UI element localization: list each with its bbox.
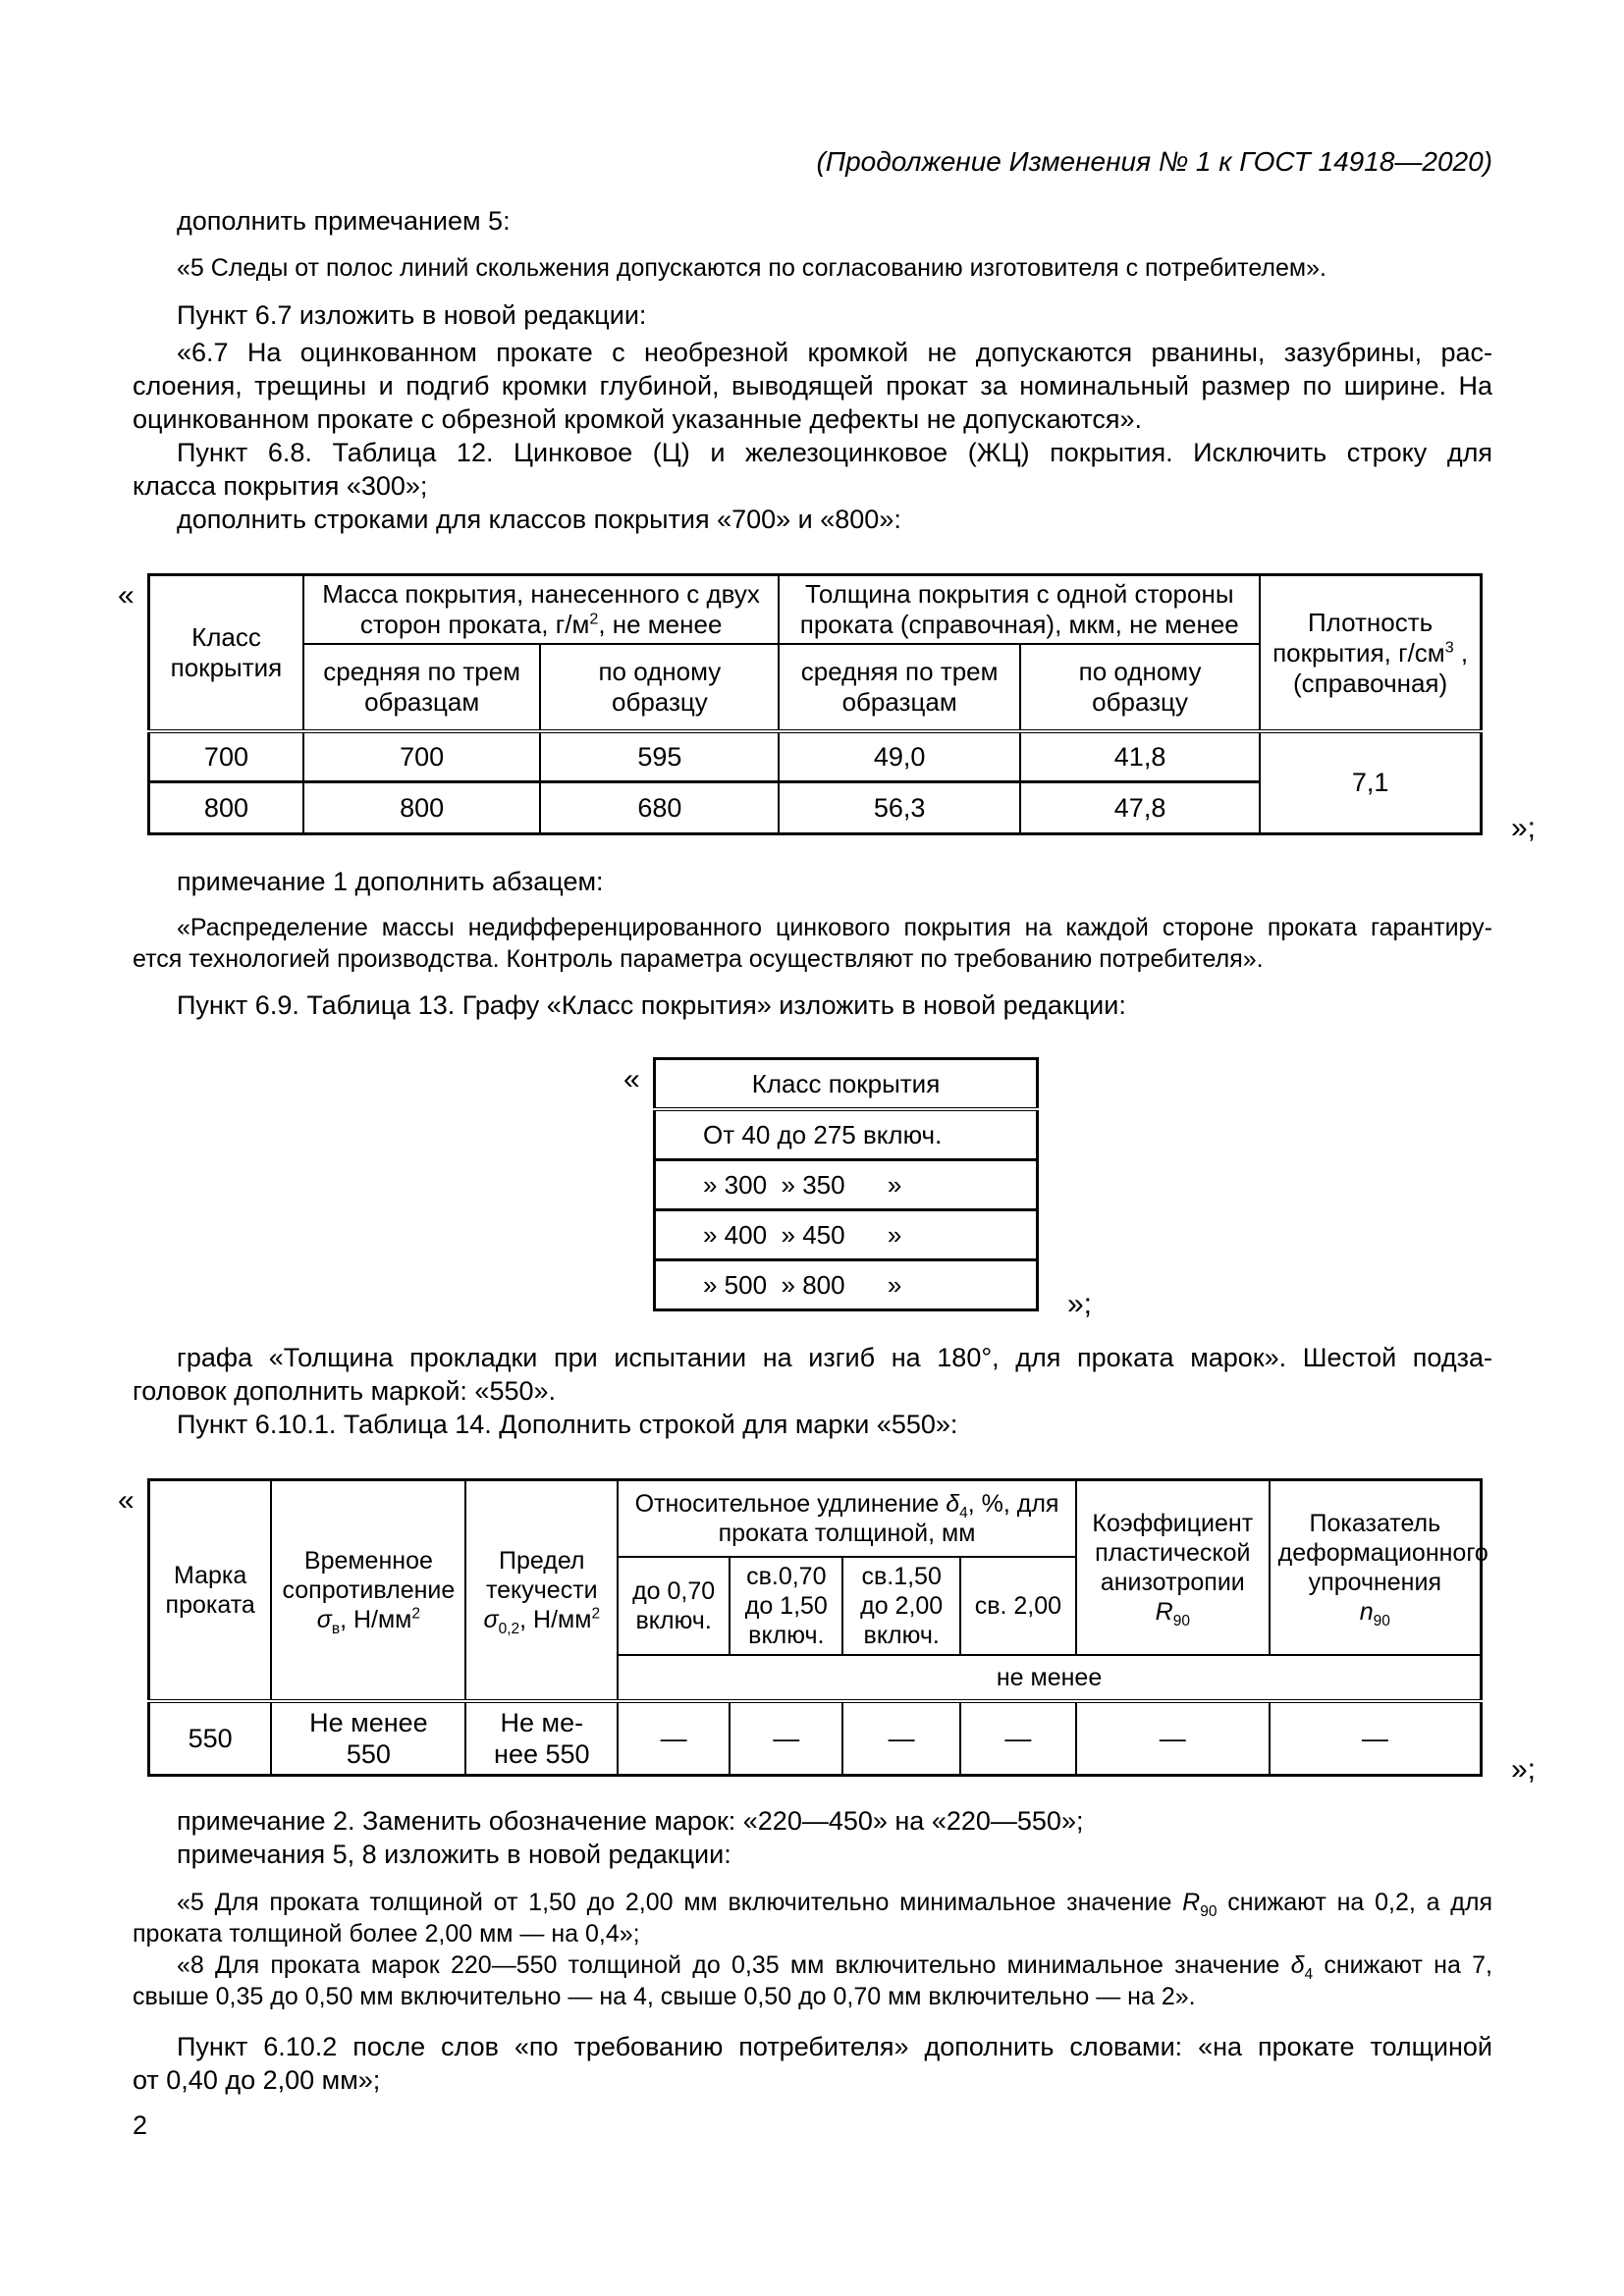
th-grade: Марка проката: [149, 1480, 272, 1702]
close-quote-mark: »;: [1510, 1753, 1536, 1786]
table-row: [655, 1109, 1038, 1160]
cell-class-range: » 400 » 450 »: [655, 1210, 1038, 1260]
line: «6.7 На оцинкованном прокате с необрезной кромкой не допускаются рванины, зазубрины, рас-: [177, 338, 1492, 367]
page-number: 2: [133, 2110, 148, 2140]
note-text: «5 Для проката толщиной от 1,50 до 2,00 мм включительно минимальное значение: [177, 1889, 1183, 1916]
subscript: в: [331, 1621, 341, 1637]
table-row: [655, 1260, 1038, 1310]
cell-text: 550: [346, 1739, 391, 1769]
paragraph-note2: примечание 2. Заменить обозначение марок: «220—450» на «220—550»;: [177, 1806, 1084, 1836]
page-content: [118, 145, 1536, 2141]
th-hardening: [1270, 1480, 1489, 1656]
th-tensile-strength: [271, 1480, 465, 1702]
subscript: 90: [1200, 1903, 1218, 1920]
paragraph-item-6-9: Пункт 6.9. Таблица 13. Графу «Класс покрытия» изложить в новой редакции:: [177, 990, 1126, 1020]
th-one-sample: по одному образцу: [540, 644, 779, 731]
cell-class: 800: [149, 782, 303, 834]
cell-mass-avg: 800: [303, 782, 541, 834]
close-quote-mark: »;: [1066, 1288, 1092, 1320]
th-density-text: Плотность покрытия, г/см: [1272, 607, 1445, 667]
th-thickness-1: до 0,70 включ.: [618, 1557, 730, 1655]
n90-symbol: $n_{90}$: [1359, 1598, 1390, 1629]
table-12-coating-classes: [147, 573, 1483, 835]
subscript: 4: [1304, 1966, 1314, 1983]
th-text: , Н/мм: [340, 1606, 412, 1633]
table-14-wrapper: [118, 1478, 1536, 1786]
open-quote-mark: «: [118, 579, 135, 612]
subscript: 90: [1172, 1613, 1190, 1629]
th-yield-strength: [465, 1480, 618, 1702]
paragraph-item-6-10-1: Пункт 6.10.1. Таблица 14. Дополнить строкой для марки «550»:: [177, 1410, 958, 1439]
table-12-wrapper: [118, 573, 1536, 844]
cell-dash: —: [960, 1701, 1076, 1776]
note-text: снижают на 0,2, а для: [1217, 1889, 1492, 1916]
paragraph-distribution: [133, 912, 1492, 975]
cell-mass-avg: 700: [303, 731, 541, 782]
th-text: , %, для проката толщиной, мм: [718, 1490, 1059, 1547]
paragraph-6-7-text: [133, 336, 1492, 436]
table-row: [149, 731, 1482, 782]
table-13-wrapper: [623, 1057, 1092, 1320]
line: ется технологией производства. Контроль параметра осуществляют по требованию потребителя».: [133, 945, 1264, 973]
th-text: Временное сопротивление: [282, 1547, 456, 1604]
paragraph-note1: примечание 1 дополнить абзацем:: [177, 867, 604, 896]
subscript: 0,2: [498, 1621, 520, 1637]
note-text: «8 Для проката марок 220—550 толщиной до 0,35 мм включительно минимальное значение: [177, 1951, 1291, 1979]
th-one-sample: по одному образцу: [1020, 644, 1260, 731]
cell-grade: 550: [149, 1701, 272, 1776]
sigma-symbol: σ: [316, 1606, 332, 1633]
line: свыше 0,35 до 0,50 мм включительно — на 4, свыше 0,50 до 0,70 мм включительно — на 2».: [133, 1983, 1196, 2010]
cell-dash: —: [1076, 1701, 1270, 1776]
superscript: 2: [591, 1605, 601, 1623]
th-thickness-3: св.1,50 до 2,00 включ.: [842, 1557, 959, 1655]
paragraph-item-6-7: Пункт 6.7 изложить в новой редакции:: [177, 300, 647, 330]
paragraph-add-note5: дополнить примечанием 5:: [177, 206, 511, 236]
line: [133, 1949, 1492, 1981]
line: проката толщиной более 2,00 мм — на 0,4»;: [133, 1920, 640, 1948]
th-text: Коэффициент пластической анизотропии: [1092, 1510, 1254, 1596]
open-quote-mark: «: [118, 1484, 135, 1517]
th-text: Относительное удлинение: [634, 1490, 947, 1518]
cell-yield: [465, 1701, 618, 1776]
paragraph-item-6-8: [133, 436, 1492, 503]
cell-dash: —: [618, 1701, 730, 1776]
subscript: 4: [959, 1505, 968, 1522]
line: графа «Толщина прокладки при испытании на изгиб на 180°, для проката марок». Шестой подза-: [177, 1343, 1492, 1372]
paragraph-bend-column: [133, 1341, 1492, 1408]
table-14-grade-550: [147, 1478, 1489, 1777]
th-mass-group: [303, 575, 779, 645]
cell-dash: —: [730, 1701, 842, 1776]
th-density: [1260, 575, 1481, 732]
note-8-text: [133, 1949, 1492, 2012]
th-text: Показатель деформационного упрочнения: [1277, 1510, 1489, 1596]
cell-class-range: » 500 » 800 »: [655, 1260, 1038, 1310]
line: класса покрытия «300»;: [133, 471, 428, 501]
th-mass-text: , не менее: [598, 610, 723, 639]
table-row: [655, 1160, 1038, 1210]
r90-symbol: $R_{90}$: [1155, 1598, 1190, 1629]
line: «Распределение массы недифференцированного цинкового покрытия на каждой стороне проката гарантиру-: [177, 914, 1492, 941]
line: оцинкованном прокате с обрезной кромкой указанные дефекты не допускаются».: [133, 404, 1143, 434]
th-not-less: не менее: [618, 1655, 1481, 1701]
close-quote-mark: »;: [1510, 812, 1536, 844]
paragraph-item-6-10-2: [133, 2030, 1492, 2097]
th-density-text: , (справочная): [1293, 637, 1469, 698]
th-thickness-2: св.0,70 до 1,50 включ.: [730, 1557, 842, 1655]
r-symbol: R: [1182, 1889, 1201, 1916]
th-anisotropy: [1076, 1480, 1270, 1656]
th-coating-class: Класс покрытия: [149, 575, 303, 732]
superscript: 3: [1444, 637, 1454, 656]
superscript: 2: [411, 1605, 420, 1623]
cell-thick-one: 41,8: [1020, 731, 1260, 782]
line: от 0,40 до 2,00 мм»;: [133, 2065, 381, 2095]
th-avg-three: средняя по трем образцам: [779, 644, 1020, 731]
th-text: Предел текучести: [485, 1547, 598, 1604]
open-quote-mark: «: [623, 1063, 640, 1095]
sigma-symbol: σ: [483, 1606, 499, 1633]
paragraph-notes-5-8: примечания 5, 8 изложить в новой редакции:: [177, 1840, 731, 1869]
cell-dash: —: [1270, 1701, 1482, 1776]
cell-text: нее 550: [494, 1739, 590, 1769]
note-5-text: [133, 1887, 1492, 1949]
line: слоения, трещины и подгиб кромки глубиной, выводящей прокат за номинальный размер по ширине. На: [133, 371, 1492, 400]
cell-dash: —: [842, 1701, 959, 1776]
cell-class: 700: [149, 731, 303, 782]
delta-symbol: δ: [946, 1490, 960, 1518]
table-13-coating-class-column: [653, 1057, 1039, 1311]
cell-density: 7,1: [1260, 731, 1481, 834]
line: Пункт 6.8. Таблица 12. Цинковое (Ц) и железоцинковое (ЖЦ) покрытия. Исключить строку для: [177, 438, 1492, 467]
cell-tensile: [271, 1701, 465, 1776]
cell-mass-one: 595: [540, 731, 779, 782]
cell-text: Не ме-: [500, 1708, 584, 1737]
cell-thick-avg: 49,0: [779, 731, 1020, 782]
table-row: [149, 1701, 1482, 1776]
cell-text: Не менее: [309, 1708, 428, 1737]
cell-thick-avg: 56,3: [779, 782, 1020, 834]
line: головок дополнить маркой: «550».: [133, 1376, 557, 1406]
table-row: [655, 1210, 1038, 1260]
cell-mass-one: 680: [540, 782, 779, 834]
doc-header: (Продолжение Изменения № 1 к ГОСТ 14918—2020): [816, 146, 1492, 177]
th-coating-class: Класс покрытия: [655, 1059, 1038, 1110]
cell-class-range: От 40 до 275 включ.: [655, 1109, 1038, 1160]
note-text: снижают на 7,: [1313, 1951, 1492, 1979]
note-5-traces: «5 Следы от полос линий скольжения допускаются по согласованию изготовителя с потребителем».: [177, 254, 1326, 282]
line: Пункт 6.10.2 после слов «по требованию потребителя» дополнить словами: «на прокате толщиной: [177, 2032, 1492, 2061]
superscript: 2: [589, 610, 599, 628]
paragraph-add-rows: дополнить строками для классов покрытия «700» и «800»:: [177, 505, 901, 534]
th-thickness-group: Толщина покрытия с одной стороны проката (справочная), мкм, не менее: [779, 575, 1260, 645]
line: [133, 1887, 1492, 1918]
delta-symbol: δ: [1290, 1951, 1305, 1979]
th-thickness-4: св. 2,00: [960, 1557, 1076, 1655]
th-elongation-group: [618, 1480, 1076, 1558]
th-text: , Н/мм: [519, 1606, 592, 1633]
th-avg-three: средняя по трем образцам: [303, 644, 541, 731]
cell-thick-one: 47,8: [1020, 782, 1260, 834]
subscript: 90: [1373, 1613, 1390, 1629]
th-mass-text: Масса покрытия, нанесенного с двух сторон проката, г/м: [322, 579, 760, 639]
cell-class-range: » 300 » 350 »: [655, 1160, 1038, 1210]
